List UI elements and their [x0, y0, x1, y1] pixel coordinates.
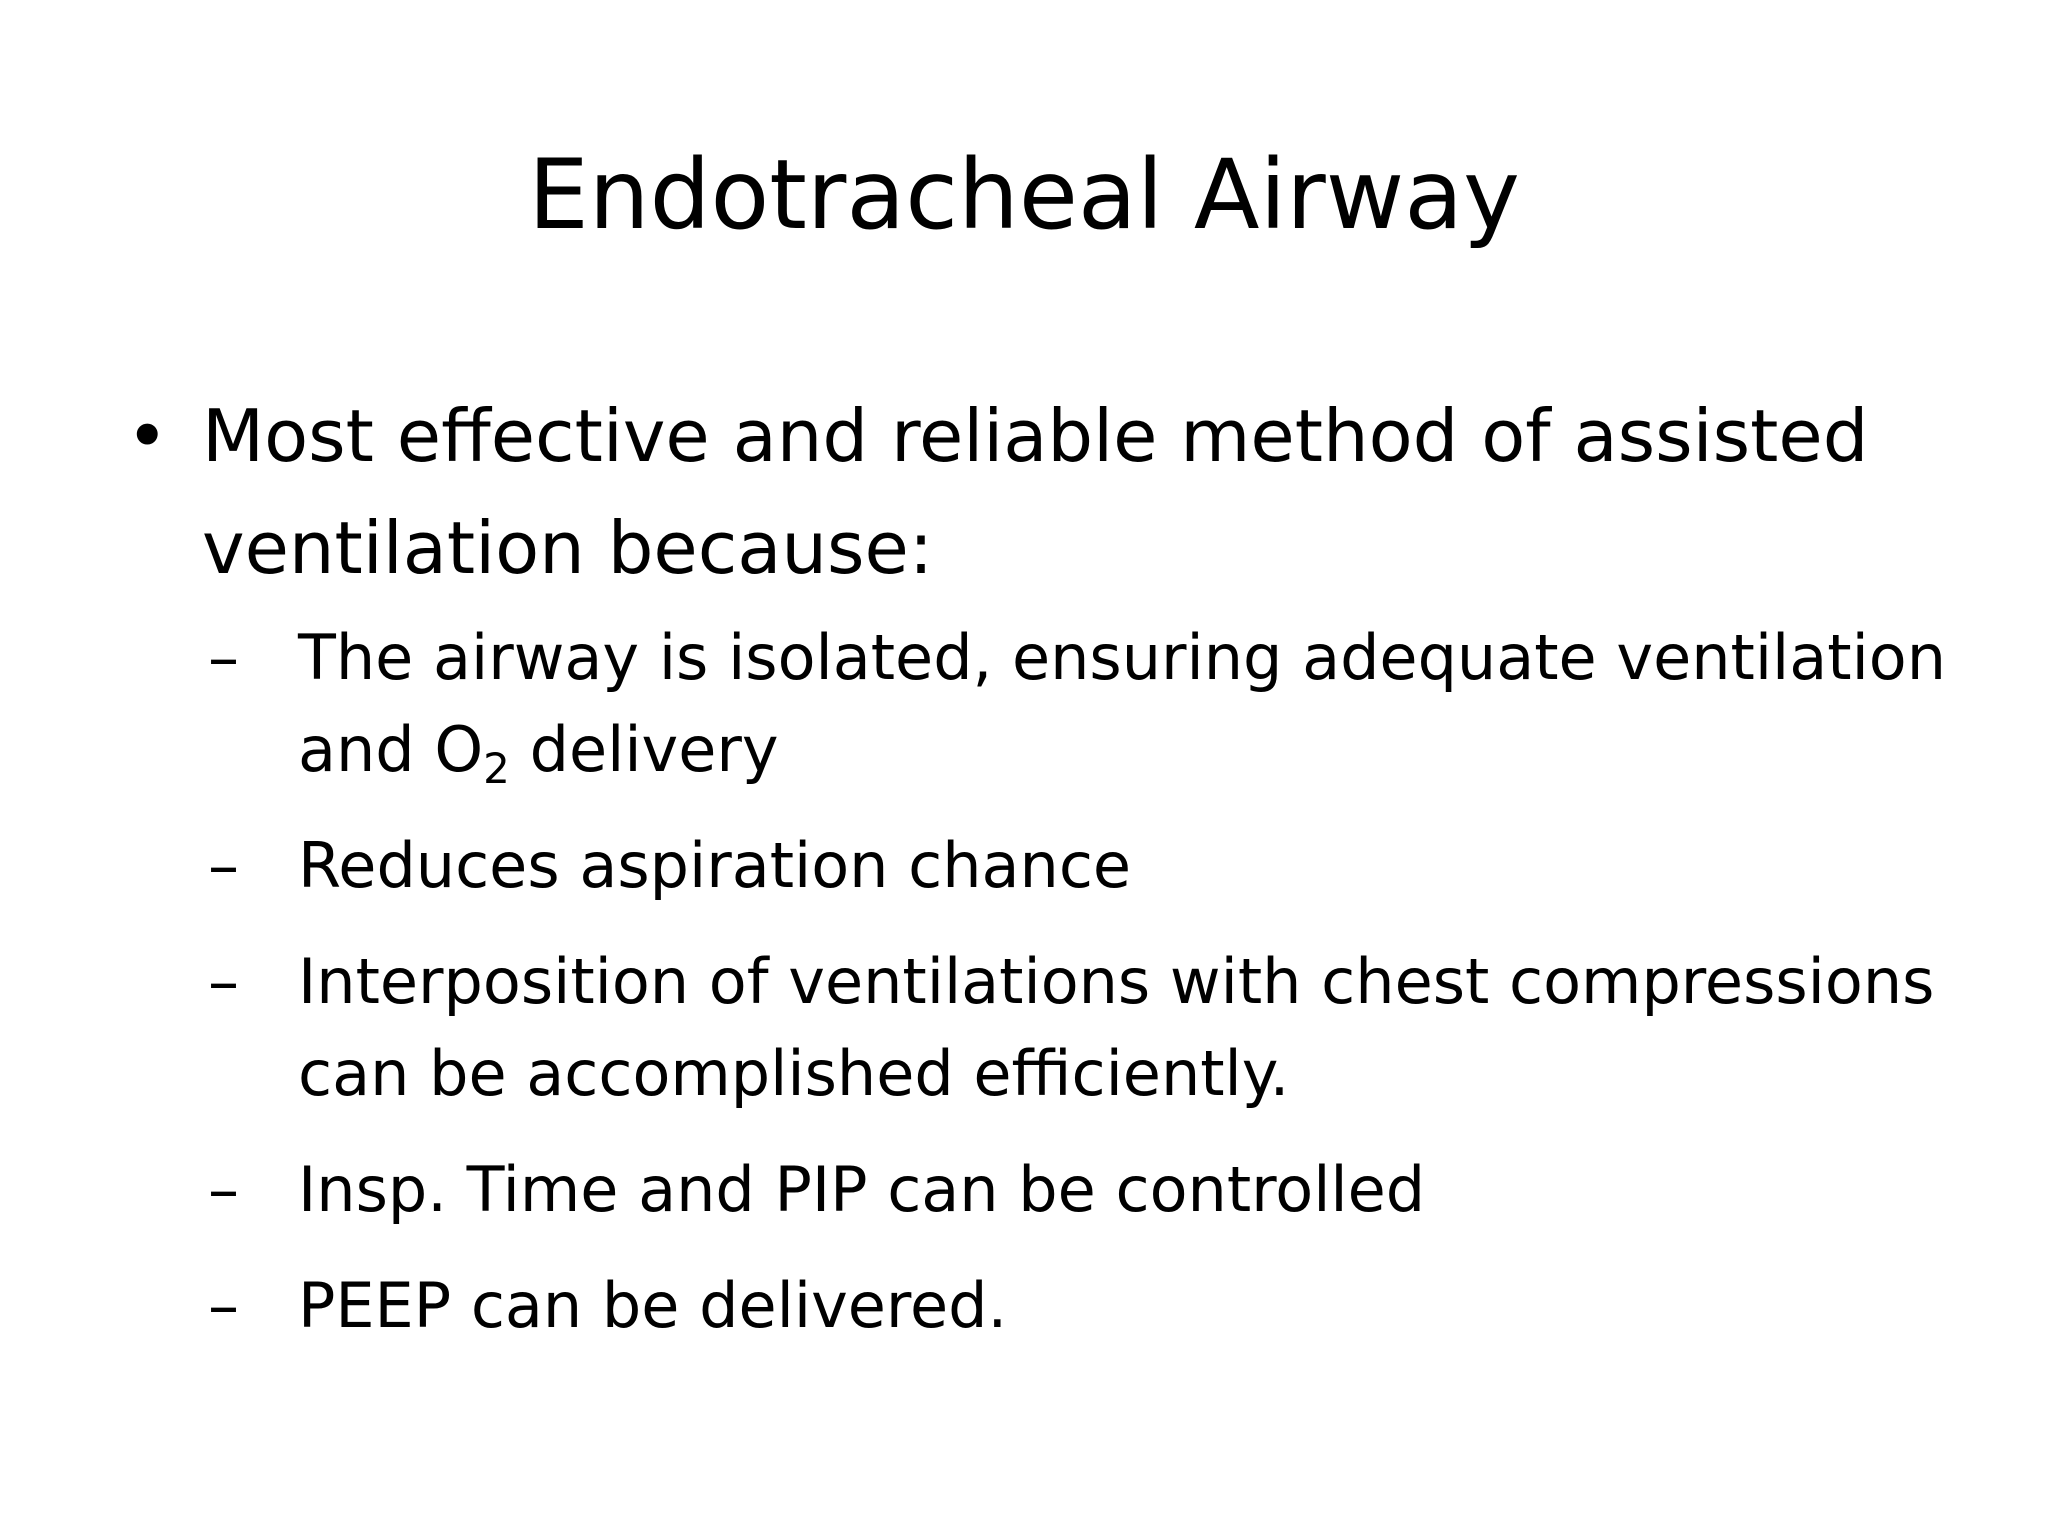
- subbullet-3-text: Interposition of ventilations with chest compressions can be accomplished efficiently.: [298, 945, 1935, 1110]
- subbullet-marker: –: [208, 621, 239, 694]
- subbullet-5: [208, 1260, 1960, 1352]
- bullet-1-text: Most effective and reliable method of assisted ventilation because:: [202, 394, 1869, 590]
- subbullet-list: [208, 612, 1960, 1352]
- slide-title: Endotracheal Airway: [528, 139, 1520, 251]
- subbullet-4-text: Insp. Time and PIP can be controlled: [298, 1153, 1426, 1226]
- subbullet-4: [208, 1144, 1960, 1236]
- subbullet-marker: –: [208, 945, 239, 1018]
- subbullet-2-text: Reduces aspiration chance: [298, 829, 1132, 902]
- subbullet-1-text-after: delivery: [509, 713, 779, 786]
- subbullet-marker: –: [208, 1269, 239, 1342]
- bullet-marker: •: [126, 394, 169, 478]
- subbullet-marker: –: [208, 1153, 239, 1226]
- subbullet-3: [208, 936, 1960, 1120]
- subbullet-marker: –: [208, 829, 239, 902]
- subbullet-1-text-before: The airway is isolated, ensuring adequate ventilation and O: [298, 621, 1947, 786]
- slide-content: [120, 380, 1960, 1376]
- subbullet-2: [208, 820, 1960, 912]
- bullet-1: [120, 380, 1960, 604]
- subbullet-1: [208, 612, 1960, 796]
- subbullet-5-text: PEEP can be delivered.: [298, 1269, 1008, 1342]
- oxygen-subscript: 2: [483, 744, 510, 793]
